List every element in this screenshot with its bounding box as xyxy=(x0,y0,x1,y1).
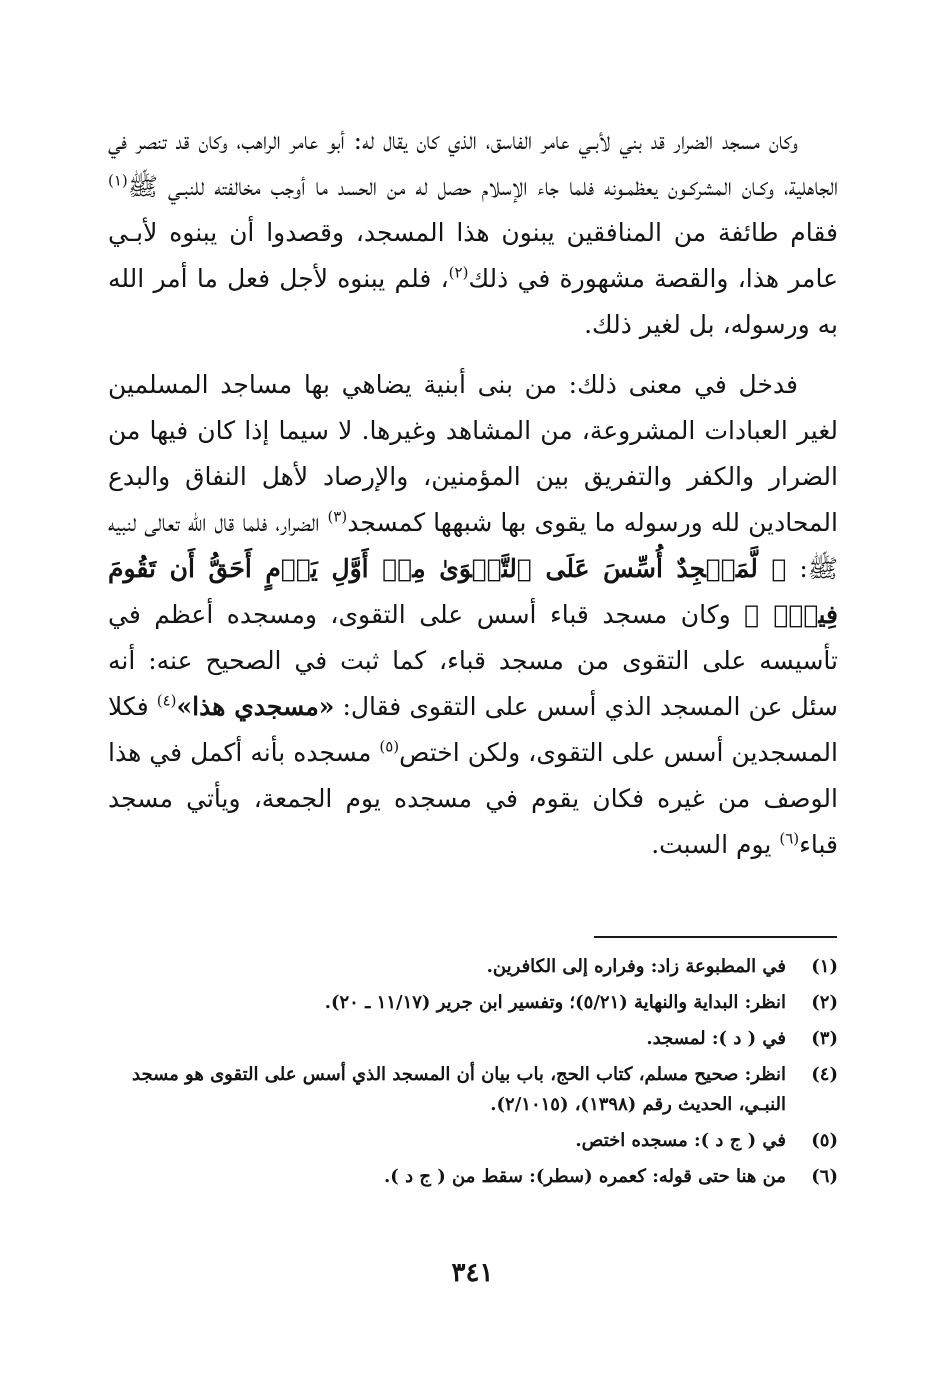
footnote xyxy=(108,952,838,982)
footnote-marker: (١) xyxy=(108,171,128,190)
footnote-marker: (٣) xyxy=(327,507,348,526)
footnote-text: في ( د ): لمسجد. xyxy=(646,1028,786,1049)
hadith-quote: «مسجدي هذا» xyxy=(176,692,335,721)
footnotes xyxy=(108,952,838,1198)
footnote-number: (٤) xyxy=(811,1064,838,1085)
paragraph xyxy=(108,362,838,868)
footnote-separator xyxy=(594,936,837,938)
footnote-marker: (٦) xyxy=(779,829,800,848)
footnote-number: (٥) xyxy=(811,1130,838,1151)
footnote xyxy=(108,988,838,1018)
footnote xyxy=(108,1162,838,1192)
text-run: فكلا المسجدين أسس على التقوى، ولكن اختص xyxy=(108,692,838,767)
paragraph xyxy=(108,118,838,348)
text-run: الضرار، فلما قال الله تعالى لنبيه ﷺ: xyxy=(108,508,838,583)
text-run: ، فلم يبنوه لأجل فعل ما أمر الله به ورسوله، بل لغير ذلك. xyxy=(108,264,838,339)
footnote-marker: (٢) xyxy=(448,263,469,282)
text-run: مسجده بأنه أكمل في هذا الوصف من غيره فكان يقوم في مسجده يوم الجمعة، ويأتي مسجد قباء xyxy=(108,738,838,859)
footnote xyxy=(108,1060,838,1120)
footnote-text: انظر: البداية والنهاية (٥/٢١)؛ وتفسير ابن جرير (١١/١٧ ـ ٢٠). xyxy=(324,992,786,1013)
quran-verse: ﴿ لَّمَسۡجِدٌ أُسِّسَ عَلَى ٱلتَّقۡوَىٰ مِنۡ أَوَّلِ يَوۡمٍ أَحَقُّ أَن تَقُومَ فِيهِۚ ﴾ xyxy=(108,554,838,629)
text-run: فدخل في معنى ذلك: من بنى أبنية يضاهي بها مساجد المسلمين لغير العبادات المشروعة، من المشاهد وغيرها. لا سيما إذا كان فيها من الضرار والكفر والتفريق بين المؤمنين، والإرصاد لأهل النفاق والبدع المحادين لله ورسوله ما يقوى بها شبهها كمسجد xyxy=(108,370,838,537)
footnote-text: انظر: صحيح مسلم، كتاب الحج، باب بيان أن المسجد الذي أسس على التقوى هو مسجد النبـي، الحديث رقم (١٣٩٨)، (٢/١٠١٥). xyxy=(132,1064,786,1115)
footnote-text: في ( ج د ): مسجده اختص. xyxy=(575,1130,786,1151)
footnote-marker: (٤) xyxy=(156,691,177,710)
text-run: يوم السبت. xyxy=(651,830,780,859)
page-number: ٣٤١ xyxy=(451,1258,494,1288)
footnote-number: (٦) xyxy=(811,1166,838,1187)
footnote-marker: (٥) xyxy=(379,737,400,756)
footnote xyxy=(108,1024,838,1054)
footnote-number: (٣) xyxy=(811,1028,838,1049)
footnote xyxy=(108,1126,838,1156)
text-run: فقام طائفة من المنافقين يبنون هذا المسجد، وقصدوا أن يبنوه لأبـي عامر هذا، والقصة مشهورة في ذلك xyxy=(108,218,838,293)
footnote-text: في المطبوعة زاد: وفراره إلى الكافرين. xyxy=(486,956,786,977)
footnote-number: (٢) xyxy=(811,992,838,1013)
main-text xyxy=(108,118,838,868)
footnote-number: (١) xyxy=(811,956,838,977)
footnote-text: من هنا حتى قوله: كعمره (سطر): سقط من ( ج د ). xyxy=(384,1166,786,1187)
text-run: وكان مسجد قباء أسس على التقوى، ومسجده أعظم في تأسيسه على التقوى من مسجد قباء، كما ثبت في الصحيح عنه: أنه سئل عن المسجد الذي أسس على التقوى فقال: xyxy=(108,600,838,721)
text-run: وكان مسجد الضرار قد بني لأبـي عامر الفاسق، الذي كان يقال له: أبو عامر الراهب، وكان قد تنصر في الجاهلية، وكـان المشركـون يعظمـونه فلما جاء الإسلام حصل له من الحسد ما أوجب مخالفته للنبـي ﷺ xyxy=(108,126,838,201)
